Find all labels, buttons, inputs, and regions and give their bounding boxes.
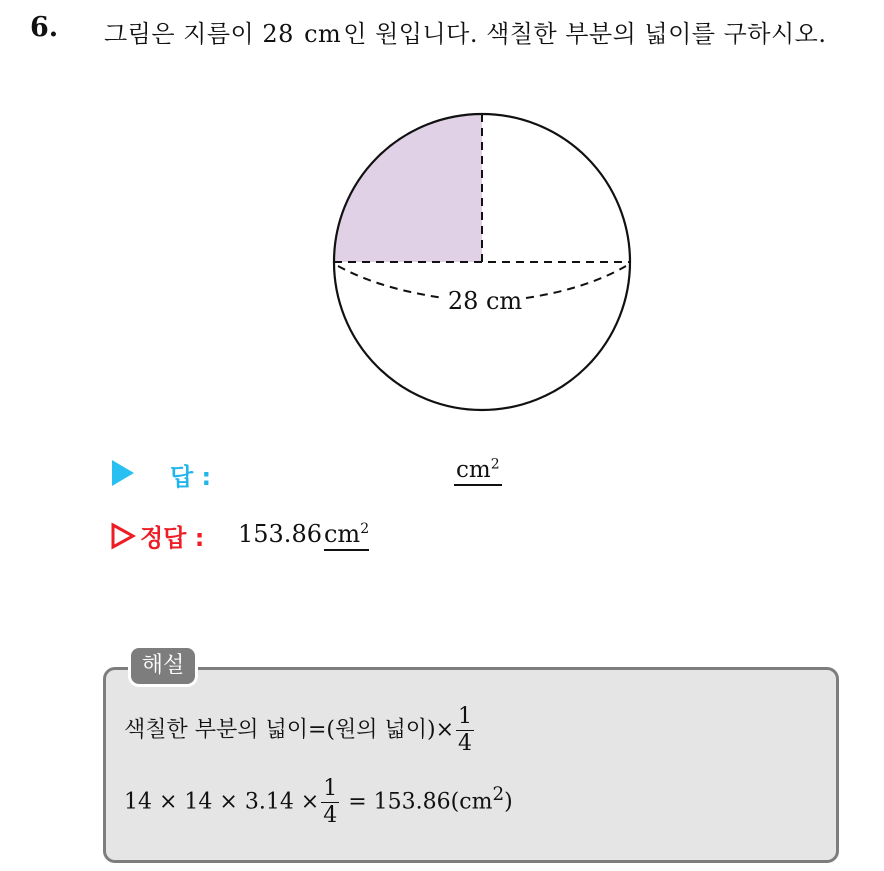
question-text xyxy=(104,14,826,49)
fraction-numerator: 1 xyxy=(323,776,338,801)
fraction-one-quarter xyxy=(321,776,339,829)
question-number: 6. xyxy=(30,12,59,43)
answer-row xyxy=(108,457,628,493)
shaded-quarter xyxy=(334,114,482,262)
correct-answer-row xyxy=(108,518,628,558)
explanation-line-2 xyxy=(124,776,513,829)
answer-unit-exp: 2 xyxy=(490,456,500,473)
answer-label: 답 : xyxy=(170,463,212,491)
question-diameter: 28 xyxy=(262,20,294,48)
explanation-tab: 해설 xyxy=(128,645,198,687)
diameter-arc-right xyxy=(526,266,626,298)
explanation-line-1 xyxy=(124,704,476,757)
correct-answer-value xyxy=(238,520,369,548)
explanation-result-unit-exp: 2 xyxy=(492,784,505,806)
correct-value-number: 153.86 xyxy=(238,520,322,548)
explanation-line-1-text: 색칠한 부분의 넓이=(원의 넓이)× xyxy=(124,717,455,743)
explanation-result-unit: cm xyxy=(459,789,493,815)
correct-unit-text: cm xyxy=(323,520,361,548)
fraction-denominator: 4 xyxy=(323,803,338,828)
fraction-denominator: 4 xyxy=(458,731,473,756)
fraction-numerator: 1 xyxy=(458,704,473,729)
diameter-label: 28 cm xyxy=(447,287,523,315)
explanation-result-close: ) xyxy=(504,789,513,815)
answer-unit xyxy=(454,457,502,486)
correct-unit-exp: 2 xyxy=(360,521,370,537)
explanation-line-2-text: 14 × 14 × 3.14 × xyxy=(124,789,320,815)
correct-answer-label: 정답 : xyxy=(140,524,205,552)
correct-value-unit xyxy=(324,520,369,551)
diameter-arc-left xyxy=(338,266,444,298)
outline-triangle-icon xyxy=(110,522,136,550)
circle-figure xyxy=(320,105,644,421)
answer-unit-text: cm xyxy=(456,457,491,483)
explanation-result: = 153.86( xyxy=(348,789,460,815)
question-text-after: 인 원입니다. 색칠한 부분의 넓이를 구하시오. xyxy=(343,20,827,48)
explanation-box xyxy=(103,667,839,863)
question-text-before: 그림은 지름이 xyxy=(104,20,263,48)
fraction-one-quarter xyxy=(456,704,474,757)
question-unit: cm xyxy=(304,20,342,48)
play-triangle-icon xyxy=(112,460,134,486)
